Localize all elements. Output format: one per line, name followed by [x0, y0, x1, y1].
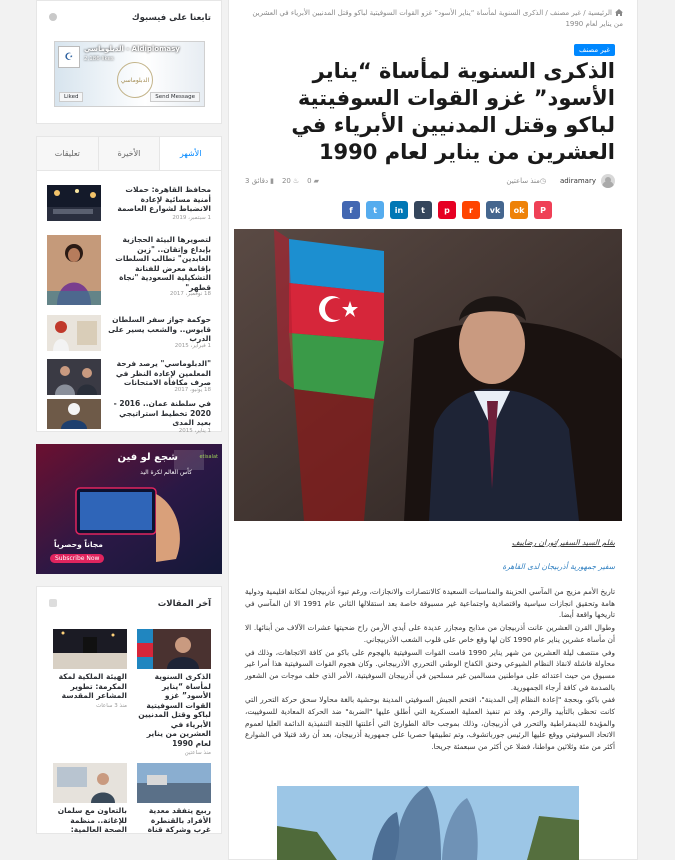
article-paragraph: تاريخ الأمم مزيج من المآسي الحزينة والمناسبات السعيدة كالانتصارات والانجازات، ورغم تبوء أذربيجان لمكانة اقليمية ودولية هامة وتحقيق انجازات سياسية واقتصادية واجتماعية غير مسبوقة خاصة بعد استقلالها الثاني عام 1991 الا ان المآسي في تاريخها واقعة أيضا.: [245, 587, 616, 620]
breadcrumb-category[interactable]: غير مصنف: [550, 9, 582, 17]
post-title[interactable]: محافظ القاهرة: حملات أمنية مسائية لإعادة الانضباط لشوارع العاصمة: [117, 185, 211, 213]
reddit-share-button[interactable]: r: [462, 201, 480, 219]
post-thumbnail[interactable]: [47, 185, 101, 221]
post-date: 1 فبراير، 2015: [174, 343, 211, 349]
ad-subline: كأس العالم لكرة اليد: [140, 469, 192, 476]
latest-thumbnail[interactable]: [137, 763, 211, 803]
latest-post-title[interactable]: الهيئة الملكية لمكة المكرمة: تطوير المشاعر المقدسة: [58, 672, 127, 700]
author-avatar[interactable]: [601, 174, 615, 188]
author-role: سفير جمهورية أذربيجان لدى القاهرة: [502, 562, 615, 571]
latest-post-title[interactable]: بالتعاون مع سلمان للإغاثة.. منظمة الصحة العالمية:: [57, 806, 127, 834]
vk-share-button[interactable]: vk: [486, 201, 504, 219]
post-date: 18 نوفمبر، 2017: [169, 291, 211, 297]
article-paragraph: وطوال القرن العشرين عانت أذربيجان من مذابح ومجازر عديدة على أيدي الأرمن راح ضحيتها عشرات الآلاف من أبنائها. الا أن مأساة عشرين يناير عام 1990 كان لها وقع خاص على قلوب الشعب الأذربيجاني.: [245, 623, 615, 644]
breadcrumb-separator: /: [545, 9, 548, 17]
ad-tagline: مجاناً وحصرياً: [54, 540, 103, 549]
comment-icon: ▰: [313, 177, 319, 185]
post-thumbnail[interactable]: [47, 315, 101, 351]
latest-post-date: منذ ساعتين: [184, 750, 211, 756]
latest-posts-widget: [36, 586, 222, 834]
share-buttons: [342, 201, 552, 219]
post-date: منذ ساعتين: [506, 177, 540, 185]
latest-thumbnail[interactable]: [137, 629, 211, 669]
latest-post[interactable]: [53, 629, 127, 709]
ad-subscribe-button[interactable]: Subscribe Now: [50, 554, 104, 563]
article-byline: بقلم السيد السفير/توران رضاييف: [511, 538, 615, 547]
widget-tabs: [37, 137, 221, 171]
read-time: دقائق 3: [245, 177, 269, 185]
breadcrumb-separator: /: [583, 9, 586, 17]
breadcrumb-current: الذكرى السنوية لمأساة “يناير الأسود” غزو القوات السوفيتية لباكو وقتل المدنيين الأبرياء في العشرين من يناير لعام 1990: [252, 9, 623, 28]
category-badge[interactable]: غير مصنف: [574, 44, 615, 56]
latest-post-title[interactable]: الذكرى السنوية لمأساة “يناير الأسود” غزو القوات السوفيتية لباكو وقتل المدنيين الأبرياء في العشرين من يناير لعام 1990: [138, 672, 211, 748]
popular-post[interactable]: [47, 359, 211, 397]
post-date: 1 سبتمبر، 2019: [172, 215, 211, 221]
article-title: الذكرى السنوية لمأساة “يناير الأسود” غزو القوات السوفيتية لباكو وقتل المدنيين الأبرياء في العشرين من يناير لعام 1990: [291, 59, 615, 164]
facebook-page-name[interactable]: الدبلوماسي - Aldiplomasy: [84, 45, 180, 53]
tab-comments[interactable]: تعليقات: [37, 137, 98, 170]
ambassador-photo: [234, 229, 622, 521]
facebook-liked-button[interactable]: Liked: [59, 92, 83, 102]
article-inline-image: [277, 786, 579, 860]
post-thumbnail[interactable]: [47, 235, 101, 305]
article-paragraph: ففي باكو، وبحجة "إعادة النظام إلى المدينة"، اقتحم الجيش السوفيتي المدينة بوحشية بالغة محاولا سحق حركة التحرر التي كانت تحظى بالتأييد والزخم. وقد تم تنفيذ العملية العسكرية التي أطلق عليها "الضربة" ضد الحركة المعادية للسوفييت، والمؤيدة للديمقراطية والتحرر في أذربيجان، وذلك بموجب حالة الطوارئ التي أعلنتها اللجنة التنفيذية الدائمة العليا لعموم الاتحاد السوفيتي ووقع عليها الرئيس جورباتشوف، وتم تطبيقها حصريا على جمهورية أذربيجان، بعد أن رقد قتيلا في الشوارع أكثر من مئة وثلاثين مواطنا، فضلا عن أكثر من سبعمئة جريحا.: [245, 695, 615, 752]
tumblr-share-button[interactable]: t: [414, 201, 432, 219]
post-thumbnail[interactable]: [47, 399, 101, 429]
advertisement[interactable]: [36, 444, 222, 574]
facebook-likes: 2,186 likes: [84, 56, 114, 62]
facebook-widget: [36, 0, 222, 124]
facebook-widget-title: تابعنا على فيسبوك: [131, 13, 211, 23]
sidebar: [36, 0, 222, 846]
post-title[interactable]: "الدبلوماسي" يرصد فرحة المعلمين لإعادة النظر في صرف مكافأة الامتحانات: [115, 359, 211, 387]
breadcrumb: [243, 8, 623, 30]
article-paragraph: وفي منتصف ليلة العشرين من شهر يناير 1990 قامت القوات السوفيتية بالهجوم على باكو من كافة الاتجاهات، وذلك في محاولة فاشلة لانقاذ النظام الشيوعي وخنق الكفاح الوطني التحرري الأذربيجاني. وكان هجوم القوات السوفيتية هذا أمرا غير مسبوق من حيث اعتدائه على مواطنين مسالمين غير مسلحين في أذربيجان السوفيتية، الأمر الذي خلف موجات من الشعور بالصدمة في كافة أرجاء الجمهورية.: [245, 647, 615, 692]
popular-post[interactable]: [47, 399, 211, 437]
tab-recent[interactable]: الأخيرة: [98, 137, 160, 170]
latest-post[interactable]: [53, 763, 127, 835]
post-date: 1 يناير، 2015: [178, 428, 211, 434]
fire-icon: ♨: [292, 177, 300, 185]
latest-post-title[interactable]: ربيع يتفقد معدية الأفراد بالقنطرة غرب وشركة قناة: [147, 806, 211, 834]
latest-post[interactable]: [137, 629, 211, 756]
popular-post[interactable]: [47, 235, 211, 305]
home-icon: [615, 9, 623, 16]
post-title[interactable]: في سلطنة عمان.. 2016 - 2020 تخطيط استراتيجي بعيد المدى: [113, 399, 211, 427]
breadcrumb-home[interactable]: الرئيسية: [587, 9, 612, 17]
pocket-share-button[interactable]: P: [534, 201, 552, 219]
latest-posts-title: آخر المقالات: [157, 599, 211, 609]
post-title[interactable]: لتصويرها البيئة الحجازية بإبداع وإتقان.. "زين العابدين" تطالب السلطات بإقامة معرض للفنانة التشكيلية السعودية "نجاة قطهر": [115, 235, 211, 292]
author-name[interactable]: adiramary: [560, 177, 596, 185]
ad-brand-logo: etisalat: [199, 454, 218, 460]
latest-post-date: منذ 3 ساعات: [96, 702, 127, 709]
facebook-page-card[interactable]: [54, 41, 205, 107]
popular-post[interactable]: [47, 315, 211, 353]
page-logo-icon: ☪: [58, 46, 80, 68]
latest-thumbnail[interactable]: [53, 629, 127, 669]
post-title[interactable]: حوكمة جواز سفر السلطان قابوس.. والشعب يسير على الدرب: [108, 315, 211, 343]
latest-thumbnail[interactable]: [53, 763, 127, 803]
article-card: [228, 0, 638, 860]
article-meta: [245, 172, 615, 190]
facebook-send-message-button[interactable]: Send Message: [150, 92, 200, 102]
facebook-icon: [49, 13, 57, 21]
pinterest-share-button[interactable]: p: [438, 201, 456, 219]
article-featured-image: [234, 229, 622, 521]
feed-icon: [49, 599, 57, 607]
linkedin-share-button[interactable]: in: [390, 201, 408, 219]
ad-headline[interactable]: شجع لو فين: [117, 452, 178, 463]
bookmark-icon: ▮: [270, 177, 274, 185]
comment-count[interactable]: 0: [307, 177, 312, 185]
clock-icon: ◷: [539, 177, 547, 185]
tabs-widget: [36, 136, 222, 432]
twitter-share-button[interactable]: t: [366, 201, 384, 219]
tab-popular[interactable]: الأشهر: [159, 137, 221, 170]
baku-towers-photo: [277, 786, 579, 860]
view-count: 20: [281, 177, 291, 185]
post-thumbnail[interactable]: [47, 359, 101, 395]
post-date: 18 يونيو، 2017: [174, 387, 211, 393]
latest-post[interactable]: [137, 763, 211, 835]
odnoklassniki-share-button[interactable]: ok: [510, 201, 528, 219]
facebook-share-button[interactable]: f: [342, 201, 360, 219]
article-body: [245, 586, 615, 754]
popular-post[interactable]: [47, 185, 211, 223]
page-emblem: الدبلوماسي: [117, 62, 153, 98]
